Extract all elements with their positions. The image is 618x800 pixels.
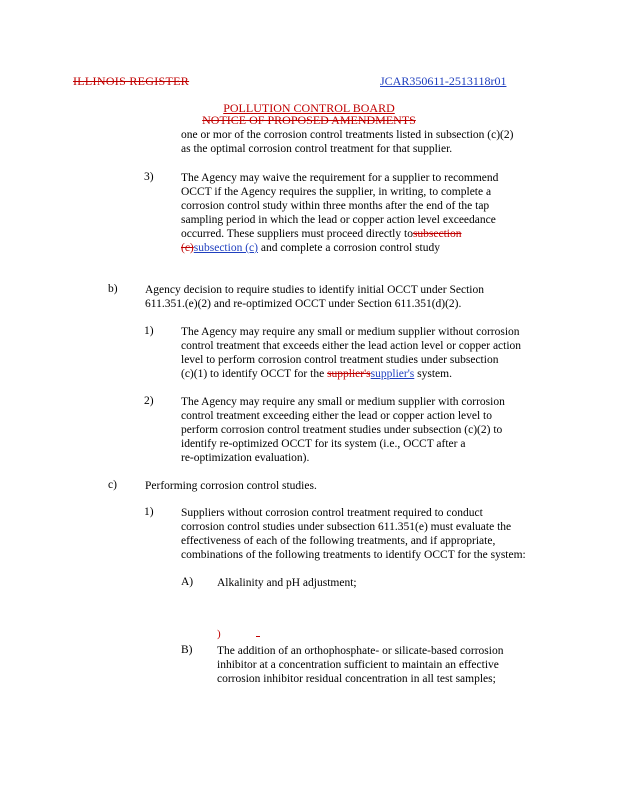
b-item-2-number: 2) bbox=[144, 395, 154, 407]
register-name: ILLINOIS REGISTER bbox=[73, 74, 190, 88]
page-title: POLLUTION CONTROL BOARD bbox=[223, 101, 395, 115]
item-3-line-6-text: and complete a corrosion control study bbox=[257, 242, 441, 254]
section-b-line-1: Agency decision to require studies to identify initial OCCT under Section bbox=[145, 284, 484, 296]
revision-dash bbox=[256, 636, 260, 637]
b-item-2-line-4: identify re-optimized OCCT for its system (i.e., OCCT after a bbox=[181, 438, 466, 450]
subitem-a-text: Alkalinity and pH adjustment; bbox=[217, 577, 357, 589]
c-item-1-line-1: Suppliers without corrosion control treatment required to conduct bbox=[181, 507, 483, 519]
deleted-text: subsection bbox=[412, 228, 462, 240]
intro-line-1: one or mor of the corrosion control treatments listed in subsection (c)(2) bbox=[181, 129, 514, 141]
item-3-line-3: corrosion control study within three months after the end of the tap bbox=[181, 200, 490, 212]
subitem-b-line-2: inhibitor at a concentration sufficient to maintain an effective bbox=[217, 659, 499, 671]
item-3-line-1: The Agency may waive the requirement for a supplier to recommend bbox=[181, 172, 499, 184]
b-item-2-line-2: control treatment exceeding either the lead or copper action level to bbox=[181, 410, 492, 422]
section-c-label: c) bbox=[108, 479, 117, 491]
section-c-title: Performing corrosion control studies. bbox=[145, 480, 317, 492]
c-item-1-line-4: combinations of the following treatments to identify OCCT for the system: bbox=[181, 549, 526, 561]
c-item-1-number: 1) bbox=[144, 506, 154, 518]
item-3-line-6 bbox=[181, 241, 440, 255]
b-item-1-number: 1) bbox=[144, 325, 154, 337]
item-3-line-4: sampling period in which the lead or copper action level exceedance bbox=[181, 214, 496, 226]
subitem-a-label: A) bbox=[181, 576, 194, 588]
b-item-1-line-1: The Agency may require any small or medium supplier without corrosion bbox=[181, 326, 520, 338]
b-item-2-line-5: re-optimization evaluation). bbox=[181, 452, 310, 464]
b-item-1-line-2: control treatment that exceeds either the lead action level or copper action bbox=[181, 340, 522, 352]
item-3-number: 3) bbox=[144, 171, 154, 183]
b-item-2-line-1: The Agency may require any small or medium supplier with corrosion bbox=[181, 396, 505, 408]
inserted-text: subsection (c) bbox=[193, 242, 258, 254]
item-3-line-5 bbox=[181, 227, 462, 241]
inserted-text: supplier's bbox=[370, 368, 415, 380]
deleted-text: supplier's bbox=[327, 368, 371, 380]
intro-line-2: as the optimal corrosion control treatment for that supplier. bbox=[181, 143, 453, 155]
item-3-line-2: OCCT if the Agency requires the supplier, in writing, to complete a bbox=[181, 186, 492, 198]
b-item-2-line-3: perform corrosion control treatment studies under subsection (c)(2) to bbox=[181, 424, 503, 436]
subitem-b-line-3: corrosion inhibitor residual concentration in all test samples; bbox=[217, 673, 496, 685]
page-subtitle: NOTICE OF PROPOSED AMENDMENTS bbox=[202, 113, 416, 127]
subitem-b-line-1: The addition of an orthophosphate- or silicate-based corrosion bbox=[217, 645, 504, 657]
section-b-label: b) bbox=[108, 283, 118, 295]
subitem-b-label: B) bbox=[181, 644, 193, 656]
section-b-line-2: 611.351.(e)(2) and re-optimized OCCT under Section 611.351(d)(2). bbox=[145, 298, 462, 310]
document-code: JCAR350611-2513118r01 bbox=[380, 74, 507, 88]
c-item-1-line-3: effectiveness of each of the following treatments, and if appropriate, bbox=[181, 535, 496, 547]
b-item-1-line-4-post: system. bbox=[414, 368, 452, 380]
b-item-1-line-3: level to perform corrosion control treatment studies under subsection bbox=[181, 354, 499, 366]
deleted-text: (c) bbox=[181, 242, 194, 254]
b-item-1-line-4 bbox=[181, 367, 452, 381]
item-3-line-5-text: occurred. These suppliers must proceed directly to bbox=[181, 228, 413, 240]
c-item-1-line-2: corrosion control studies under subsection 611.351(e) must evaluate the bbox=[181, 521, 512, 533]
stray-revision-mark: ) bbox=[217, 628, 221, 640]
b-item-1-line-4-pre: (c)(1) to identify OCCT for the bbox=[181, 368, 328, 380]
